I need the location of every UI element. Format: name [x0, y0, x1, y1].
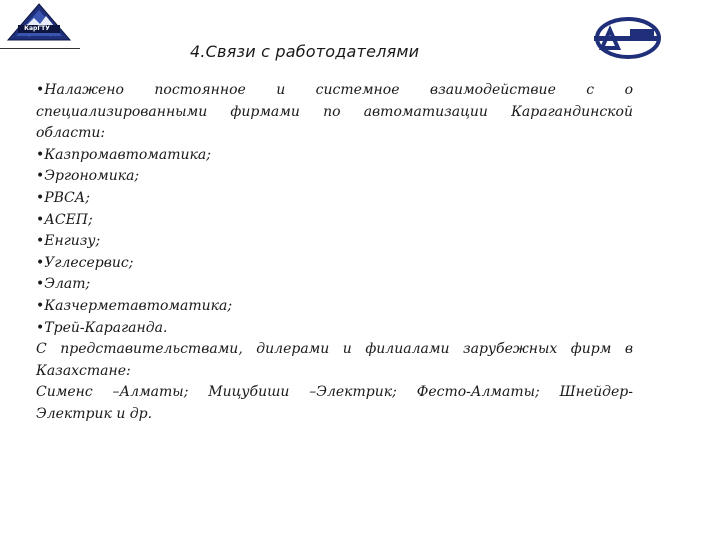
header-divider [0, 48, 80, 49]
company-list-item: • Казчерметавтоматика; [36, 296, 633, 318]
page-title: 4.Связи с работодателями [190, 42, 420, 61]
intro-line: области: [36, 125, 106, 142]
company-list-item: • Казпромавтоматика; [36, 145, 633, 167]
intro-line: специализированными фирмами по автоматизации Карагандинской [36, 103, 633, 120]
company-list-item: • Енгизу; [36, 231, 633, 253]
company-list-item: • РВСА; [36, 188, 633, 210]
representatives-line: Электрик и др. [36, 405, 153, 422]
company-list-item: • Трей-Караганда. [36, 318, 633, 340]
company-list-item: • Элат; [36, 274, 633, 296]
department-logo [592, 16, 662, 60]
representatives-line: Сименс –Алматы; Мицубиши –Электрик; Фесто-Алматы; Шнейдер- [36, 384, 633, 401]
company-list-item: • Углесервис; [36, 253, 633, 275]
slide-content [36, 80, 633, 426]
university-logo-text: КарГТУ [24, 25, 50, 32]
representatives-line: С представительствами, дилерами и филиалами зарубежных фирм в [36, 341, 633, 358]
company-list-item: • АСЕП; [36, 210, 633, 232]
intro-line: • Налажено постоянное и системное взаимодействие с о [36, 80, 633, 102]
representatives-line: Казахстане: [36, 362, 131, 379]
university-logo-subtitle: Карагандинский государственный технический университет [11, 36, 61, 37]
company-list-item: • Эргономика; [36, 166, 633, 188]
